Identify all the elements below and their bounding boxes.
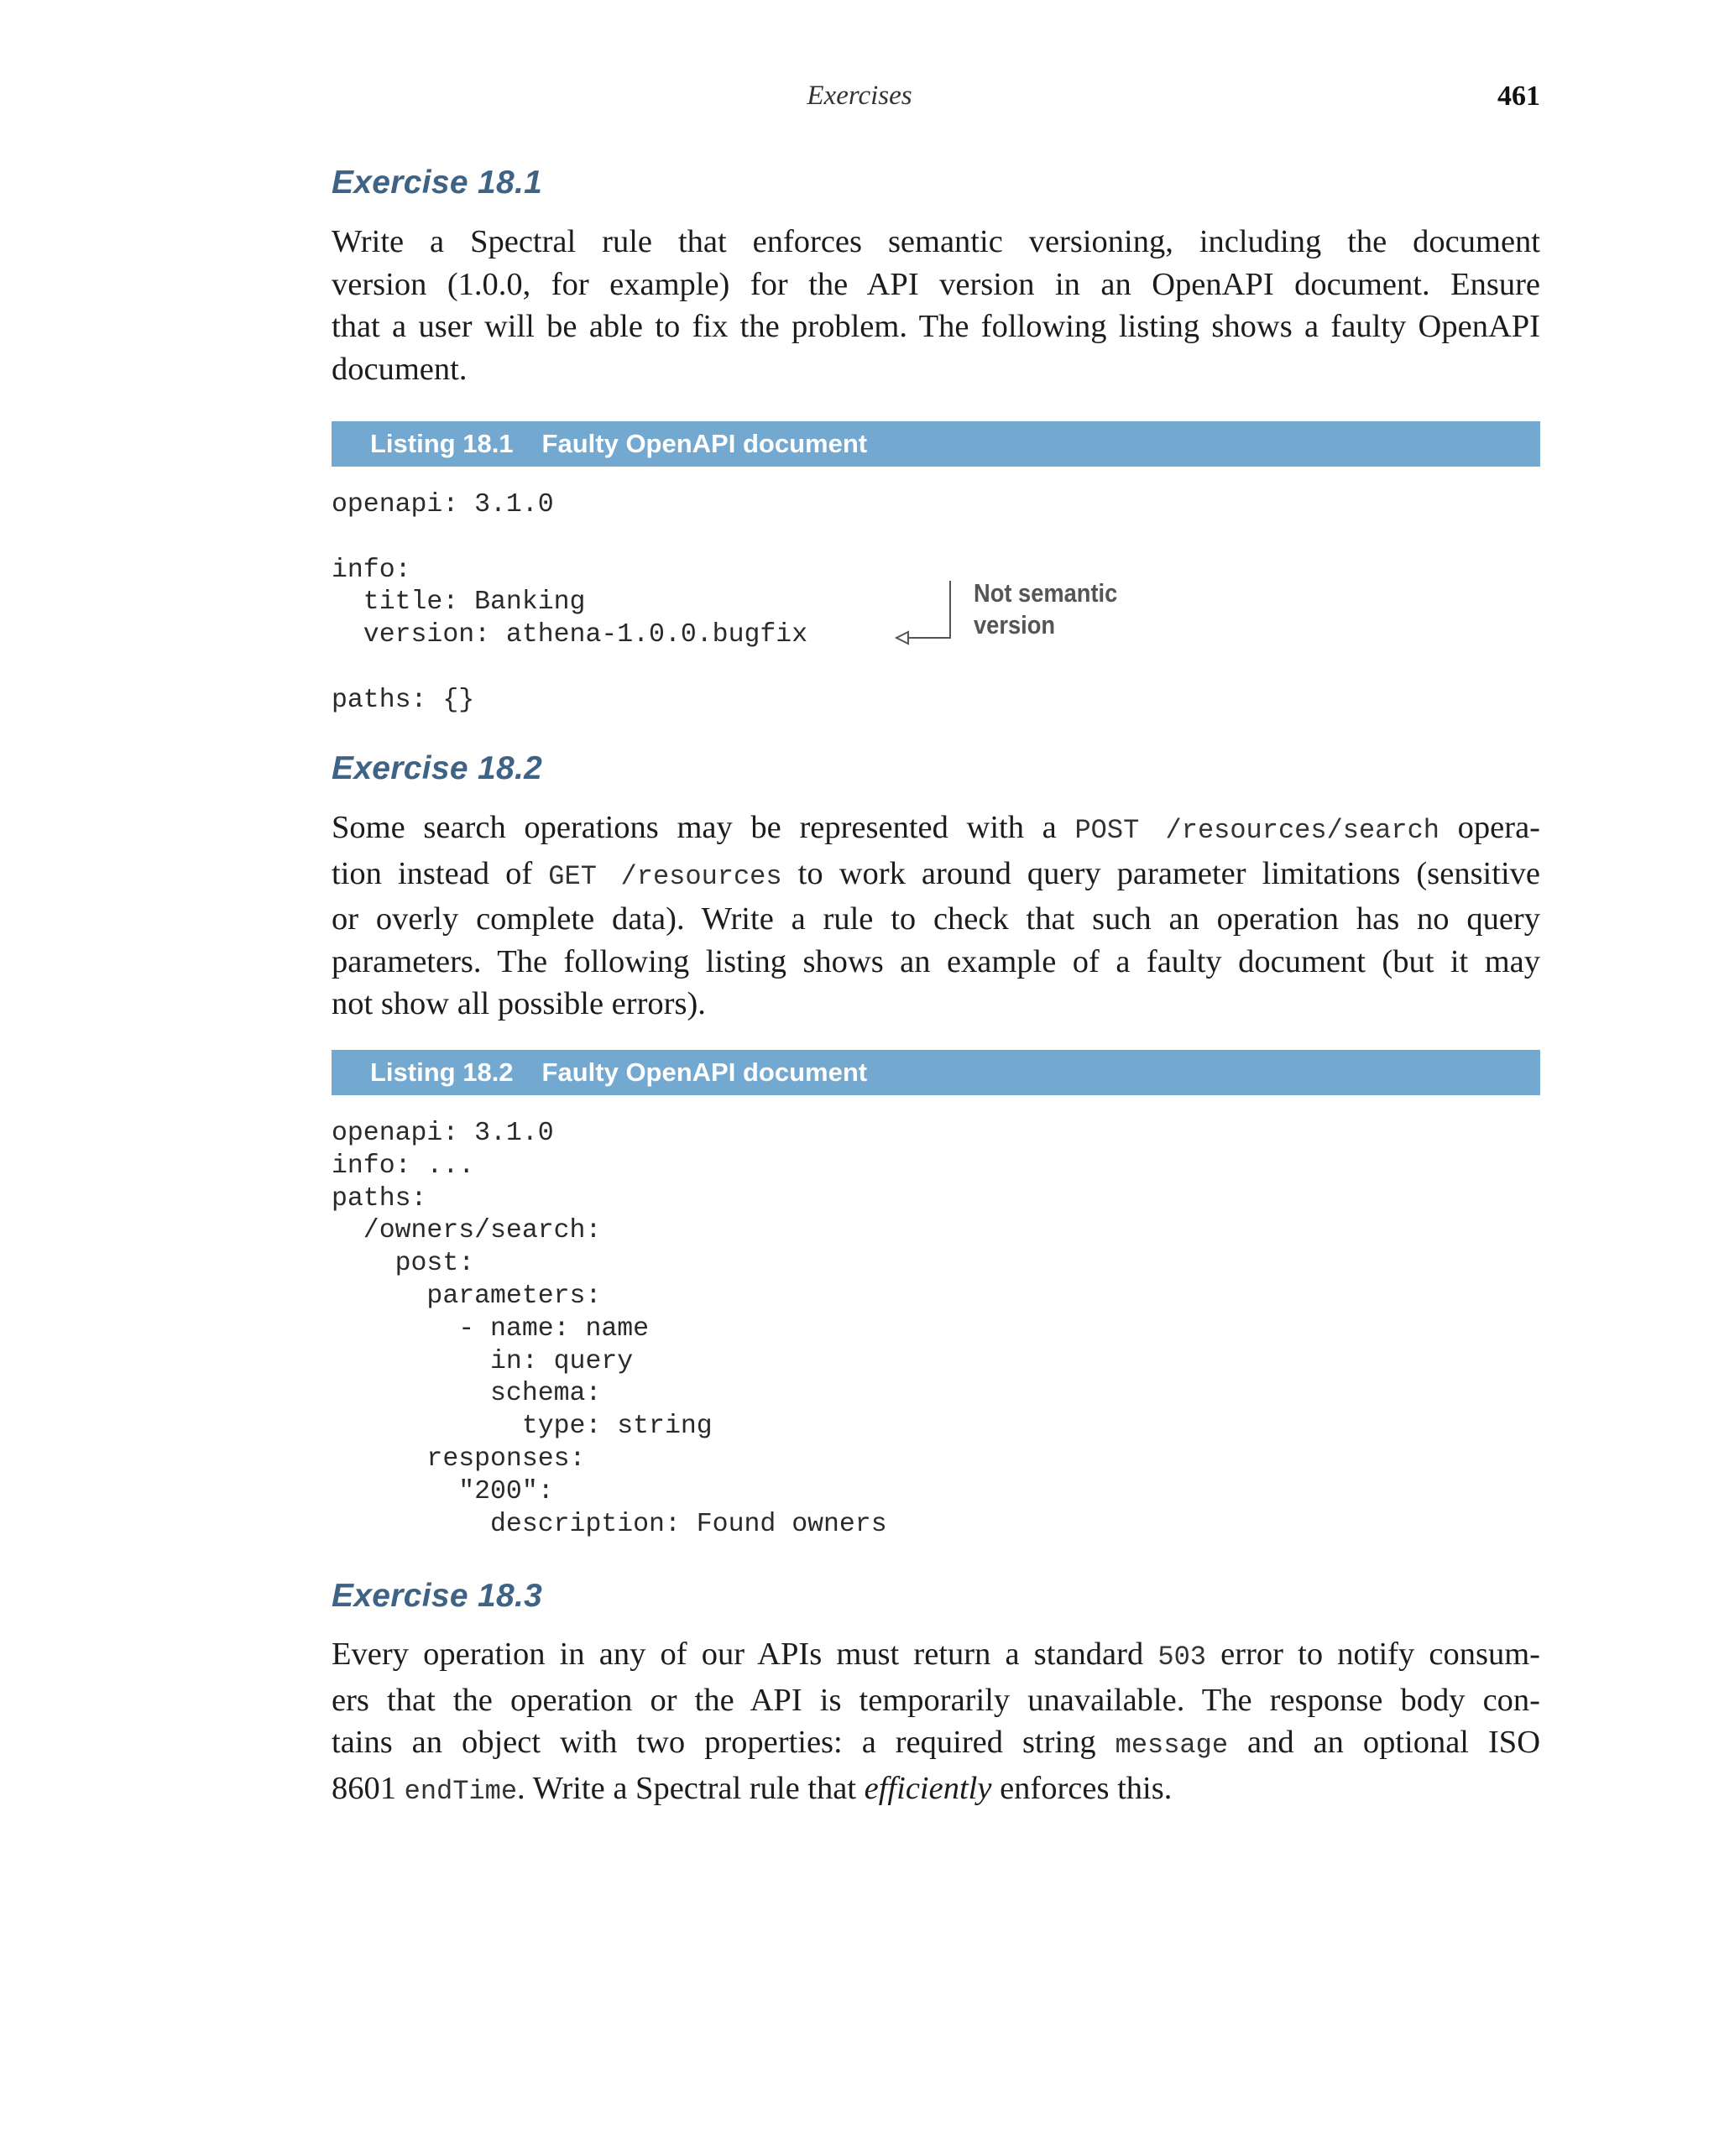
paragraph-line: that a user will be able to fix the problem. The following listing shows a faulty OpenAPI: [332, 309, 1540, 344]
exercise-18-2-paragraph: [332, 807, 1540, 1026]
listing-title: Faulty OpenAPI document: [541, 1057, 868, 1087]
paragraph-line: not show all possible errors).: [332, 986, 706, 1021]
running-header-title: Exercises: [807, 81, 912, 111]
inline-code: endTime: [404, 1775, 518, 1807]
listing-number: Listing 18.2: [370, 1057, 514, 1087]
emphasis: efficiently: [864, 1770, 992, 1806]
inline-code: 503: [1157, 1642, 1206, 1673]
exercise-18-3-heading: Exercise 18.3: [332, 1578, 543, 1614]
listing-number: Listing 18.1: [370, 429, 514, 458]
exercise-18-3-paragraph: [332, 1633, 1540, 1813]
inline-code: POST /resources/search: [1074, 815, 1439, 846]
annotation-line: Not semantic: [974, 578, 1118, 608]
paragraph-line: ers that the operation or the API is temporarily unavailable. The response body con-: [332, 1682, 1540, 1718]
listing-18-2-code: openapi: 3.1.0 info: ... paths: /owners/search: post: parameters: - name: name in: query schema: type: string responses: "200": description: Found owners: [332, 1119, 887, 1539]
paragraph-line: or overly complete data). Write a rule to check that such an operation has no query: [332, 901, 1540, 937]
paragraph-line: 8601 endTime. Write a Spectral rule that efficiently enforces this.: [332, 1770, 1173, 1807]
paragraph-line: parameters. The following listing shows an example of a faulty document (but it may: [332, 943, 1540, 979]
inline-code: GET /resources: [548, 860, 782, 892]
page-number: 461: [1497, 81, 1540, 112]
annotation-line: version: [974, 610, 1056, 639]
paragraph-line: Write a Spectral rule that enforces semantic versioning, including the document: [332, 224, 1540, 259]
exercise-18-1-heading: Exercise 18.1: [332, 164, 543, 201]
exercise-18-2-heading: Exercise 18.2: [332, 750, 543, 786]
paragraph-line: tains an object with two properties: a required string message and an optional ISO: [332, 1725, 1540, 1761]
annotation-arrow-icon: [890, 579, 965, 646]
inline-code: message: [1115, 1730, 1229, 1761]
listing-18-2-caption-bar: [332, 1050, 1540, 1095]
paragraph-line: version (1.0.0, for example) for the API version in an OpenAPI document. Ensure: [332, 266, 1540, 302]
listing-18-1-code: openapi: 3.1.0 info: title: Banking version: athena-1.0.0.bugfix paths: {}: [332, 490, 808, 715]
annotation-not-semantic-version: [974, 577, 1117, 641]
paragraph-line: Every operation in any of our APIs must return a standard 503 error to notify consum-: [332, 1637, 1540, 1673]
paragraph-line: document.: [332, 351, 468, 387]
listing-18-1-caption-bar: [332, 421, 1540, 467]
listing-title: Faulty OpenAPI document: [541, 429, 868, 458]
exercise-18-1-paragraph: [332, 221, 1540, 390]
paragraph-line: Some search operations may be represented with a POST /resources/search opera-: [332, 810, 1541, 846]
paragraph-line: tion instead of GET /resources to work around query parameter limitations (sensitive: [332, 855, 1540, 892]
